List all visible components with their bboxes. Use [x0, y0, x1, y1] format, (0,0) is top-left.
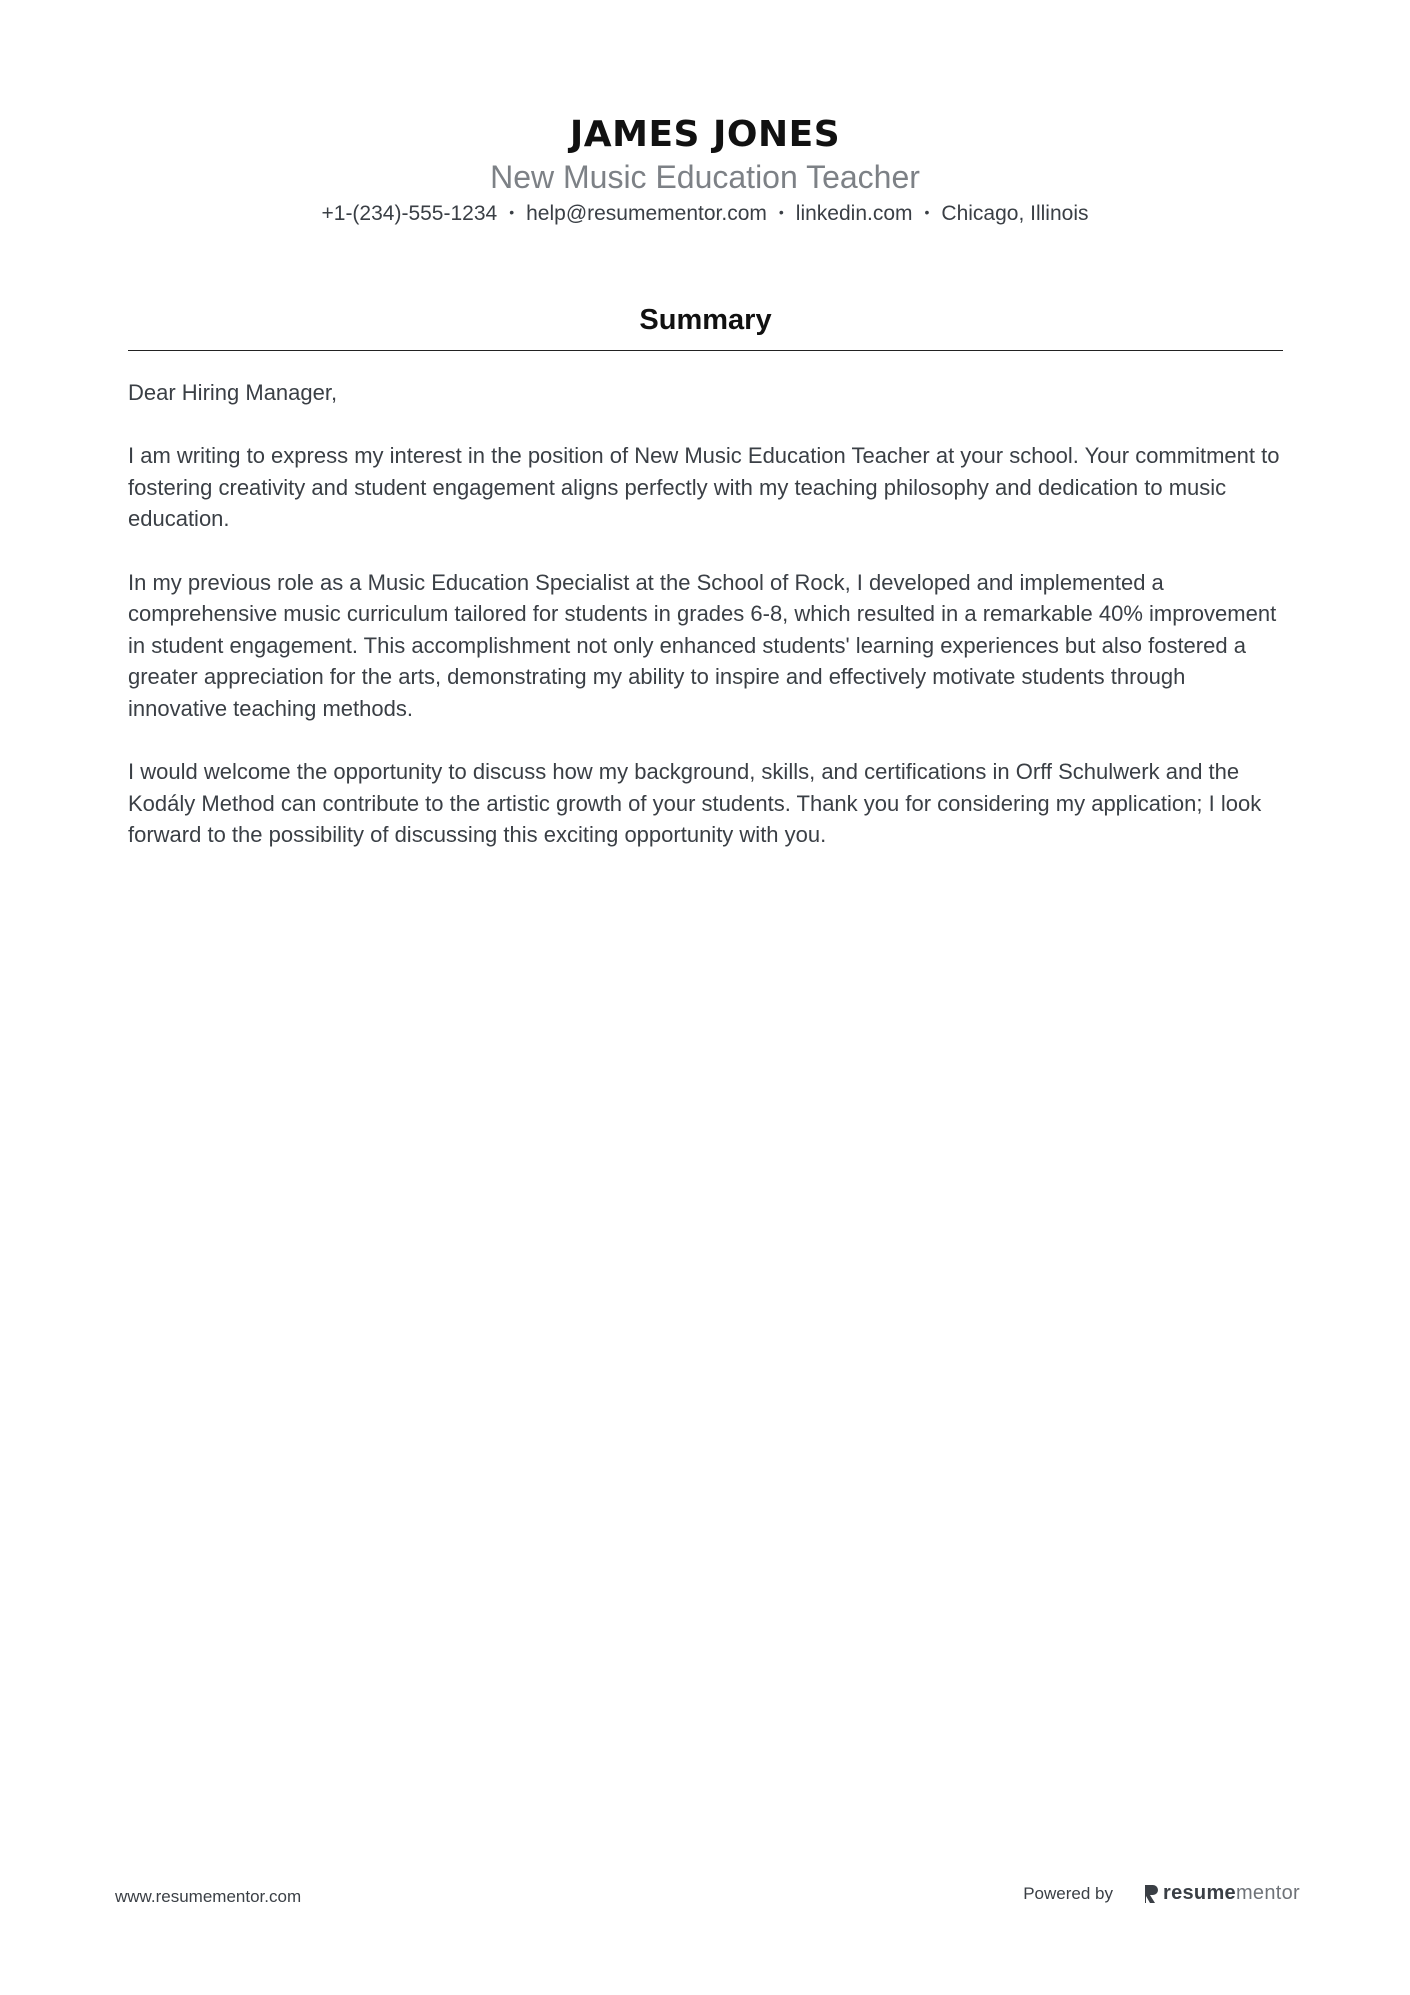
contact-phone: +1-(234)-555-1234	[321, 202, 498, 225]
brand-logo-link[interactable]	[1143, 1882, 1300, 1905]
candidate-name: JAMES JONES	[569, 114, 841, 155]
contact-line	[0, 200, 1410, 228]
cover-letter-body	[128, 377, 1288, 883]
brand-name-part1: resume	[1163, 1882, 1236, 1904]
letter-paragraph: I am writing to express my interest in the position of New Music Education Teacher at your school. Your commitment to fostering creativity and student engagement aligns perfectly with my teaching philosophy and dedication to music education.	[128, 443, 1280, 532]
job-title: New Music Education Teacher	[490, 159, 920, 195]
separator-dot: •	[509, 204, 515, 221]
contact-email[interactable]: help@resumementor.com	[526, 202, 767, 225]
letter-salutation: Dear Hiring Manager,	[128, 380, 338, 405]
resume-header	[0, 112, 1410, 228]
footer-website[interactable]: www.resumementor.com	[115, 1887, 302, 1906]
section-divider	[128, 350, 1283, 351]
powered-by-label: Powered by	[1023, 1883, 1113, 1903]
separator-dot: •	[924, 204, 930, 221]
letter-paragraph: In my previous role as a Music Education Specialist at the School of Rock, I developed and implemented a comprehensive music curriculum tailored for students in grades 6-8, which resulted in a remarkable 40% improvement in student engagement. This accomplishment not only enhanced students' learning experiences but also fostered a greater appreciation for the arts, demonstrating my ability to inspire and effectively motivate students through innovative teaching methods.	[128, 569, 1277, 721]
section-title-summary: Summary	[639, 304, 772, 336]
letter-paragraph: I would welcome the opportunity to discuss how my background, skills, and certifications in Orff Schulwerk and the Kodály Method can contribute to the artistic growth of your students. Thank you for considering my application; I look forward to the possibility of discussing this exciting opportunity with you.	[128, 759, 1262, 848]
brand-name-part2: mentor	[1235, 1882, 1300, 1904]
resumementor-logo-icon	[1143, 1883, 1159, 1905]
separator-dot: •	[778, 204, 784, 221]
contact-location: Chicago, Illinois	[941, 202, 1089, 225]
contact-linkedin[interactable]: linkedin.com	[795, 202, 913, 225]
footer-branding	[1023, 1882, 1300, 1905]
